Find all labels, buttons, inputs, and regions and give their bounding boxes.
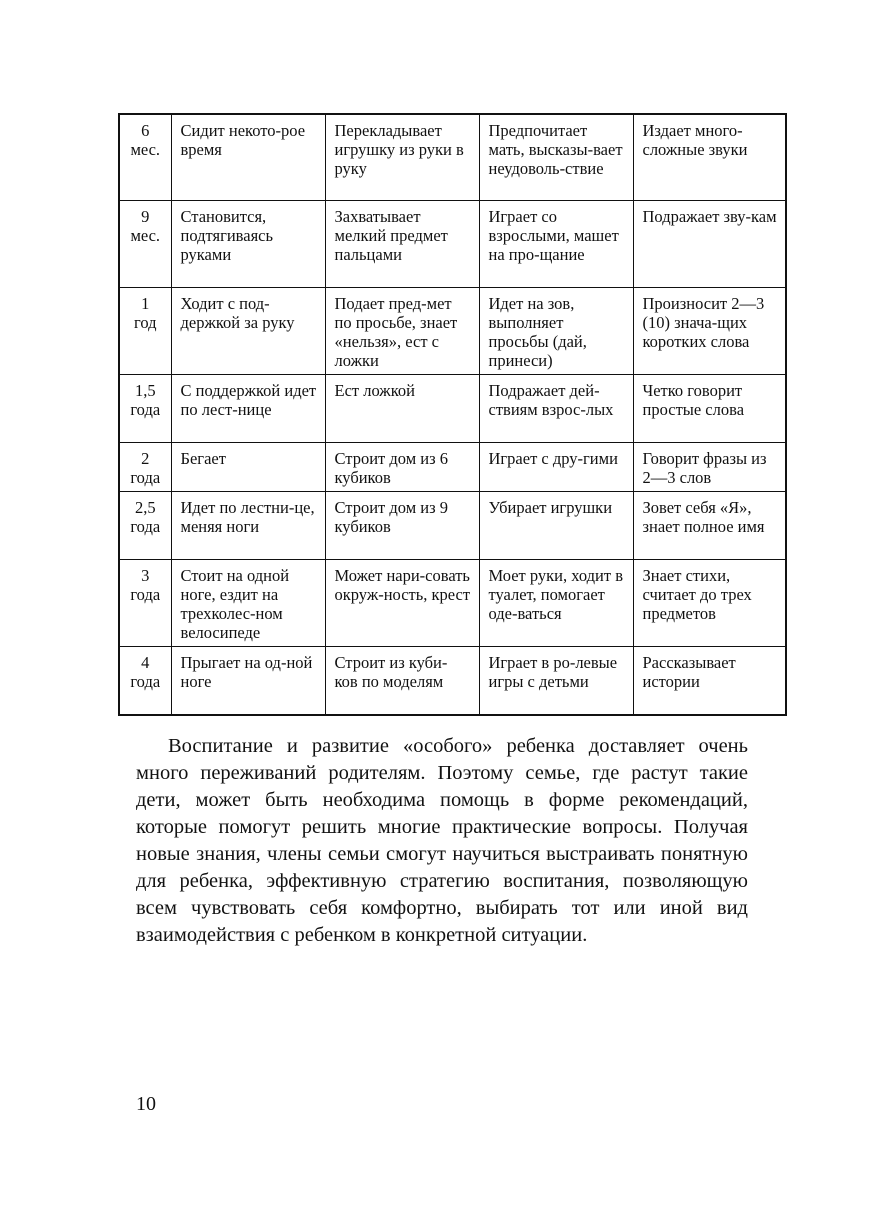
- fine-motor-cell: Подает пред-мет по просьбе, знает «нельзя», ест с ложки: [325, 287, 479, 374]
- speech-cell: Рассказывает истории: [633, 646, 786, 715]
- age-cell: 6 мес.: [119, 114, 171, 200]
- motor-cell: С поддержкой идет по лест-нице: [171, 374, 325, 442]
- fine-motor-cell: Строит дом из 9 кубиков: [325, 491, 479, 559]
- table-row: [119, 114, 786, 200]
- age-cell: 2 года: [119, 442, 171, 491]
- social-cell: Подражает дей-ствиям взрос-лых: [479, 374, 633, 442]
- age-cell: 1,5 года: [119, 374, 171, 442]
- body-paragraph: Воспитание и развитие «особого» ребенка доставляет очень много переживаний родителям. Поэтому семье, где растут такие дети, может быть необходима помощь в форме рекомендаций, которые помогут решить многие практические вопросы. Получая новые знания, члены семьи смогут научиться выстраивать понятную для ребенка, эффективную стратегию воспитания, позволяющую всем чувствовать себя комфортно, выбирать тот или иной вид взаимодействия с ребенком в конкретной ситуации.: [136, 735, 748, 946]
- motor-cell: Прыгает на од-ной ноге: [171, 646, 325, 715]
- social-cell: Играет с дру-гими: [479, 442, 633, 491]
- motor-cell: Становится, подтягиваясь руками: [171, 200, 325, 287]
- social-cell: Идет на зов, выполняет просьбы (дай, принеси): [479, 287, 633, 374]
- motor-cell: Стоит на одной ноге, ездит на трехколес-ном велосипеде: [171, 559, 325, 646]
- table-row: [119, 287, 786, 374]
- age-cell: 1 год: [119, 287, 171, 374]
- motor-cell: Сидит некото-рое время: [171, 114, 325, 200]
- fine-motor-cell: Захватывает мелкий предмет пальцами: [325, 200, 479, 287]
- fine-motor-cell: Ест ложкой: [325, 374, 479, 442]
- development-milestones-table: [118, 113, 787, 716]
- fine-motor-cell: Строит дом из 6 кубиков: [325, 442, 479, 491]
- age-cell: 9 мес.: [119, 200, 171, 287]
- social-cell: Играет со взрослыми, машет на про-щание: [479, 200, 633, 287]
- social-cell: Предпочитает мать, высказы-вает неудоволь-ствие: [479, 114, 633, 200]
- table-row: [119, 559, 786, 646]
- speech-cell: Произносит 2—3 (10) знача-щих коротких слова: [633, 287, 786, 374]
- motor-cell: Ходит с под-держкой за руку: [171, 287, 325, 374]
- age-cell: 4 года: [119, 646, 171, 715]
- table-row: [119, 491, 786, 559]
- table-row: [119, 646, 786, 715]
- fine-motor-cell: Перекладывает игрушку из руки в руку: [325, 114, 479, 200]
- age-cell: 2,5 года: [119, 491, 171, 559]
- motor-cell: Идет по лестни-це, меняя ноги: [171, 491, 325, 559]
- speech-cell: Издает много-сложные звуки: [633, 114, 786, 200]
- speech-cell: Зовет себя «Я», знает полное имя: [633, 491, 786, 559]
- speech-cell: Четко говорит простые слова: [633, 374, 786, 442]
- fine-motor-cell: Строит из куби-ков по моделям: [325, 646, 479, 715]
- page-number: 10: [136, 1093, 156, 1115]
- social-cell: Убирает игрушки: [479, 491, 633, 559]
- motor-cell: Бегает: [171, 442, 325, 491]
- social-cell: Моет руки, ходит в туалет, помогает оде-ваться: [479, 559, 633, 646]
- table-row: [119, 374, 786, 442]
- speech-cell: Знает стихи, считает до трех предметов: [633, 559, 786, 646]
- speech-cell: Говорит фразы из 2—3 слов: [633, 442, 786, 491]
- table-row: [119, 200, 786, 287]
- table-row: [119, 442, 786, 491]
- age-cell: 3 года: [119, 559, 171, 646]
- social-cell: Играет в ро-левые игры с детьми: [479, 646, 633, 715]
- fine-motor-cell: Может нари-совать окруж-ность, крест: [325, 559, 479, 646]
- speech-cell: Подражает зву-кам: [633, 200, 786, 287]
